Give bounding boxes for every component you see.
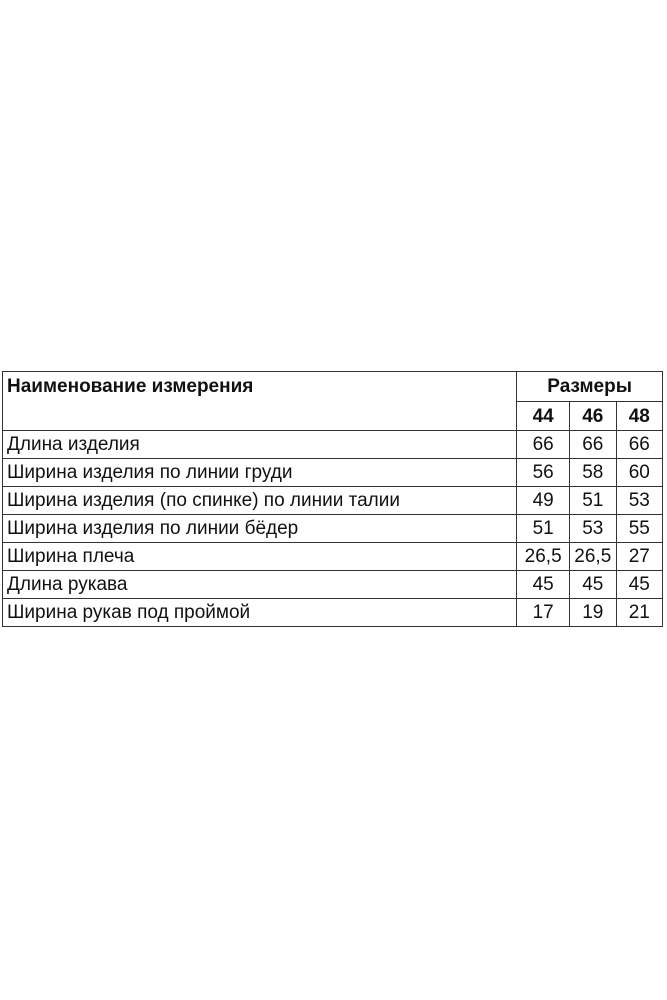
row-value: 66 bbox=[570, 431, 616, 459]
table-row bbox=[3, 487, 663, 515]
row-label: Ширина рукав под проймой bbox=[3, 599, 517, 627]
table-row bbox=[3, 431, 663, 459]
row-value: 27 bbox=[616, 543, 662, 571]
table-row bbox=[3, 599, 663, 627]
row-value: 19 bbox=[570, 599, 616, 627]
row-label: Длина рукава bbox=[3, 571, 517, 599]
row-value: 51 bbox=[570, 487, 616, 515]
table-row bbox=[3, 543, 663, 571]
table-header-row bbox=[3, 372, 663, 402]
row-label: Ширина изделия по линии груди bbox=[3, 459, 517, 487]
row-label: Ширина плеча bbox=[3, 543, 517, 571]
row-value: 49 bbox=[517, 487, 570, 515]
row-value: 53 bbox=[616, 487, 662, 515]
row-value: 66 bbox=[517, 431, 570, 459]
sizes-subheader-row bbox=[3, 402, 663, 431]
row-value: 45 bbox=[517, 571, 570, 599]
row-value: 55 bbox=[616, 515, 662, 543]
row-label: Ширина изделия (по спинке) по линии талии bbox=[3, 487, 517, 515]
row-value: 26,5 bbox=[517, 543, 570, 571]
row-value: 45 bbox=[570, 571, 616, 599]
row-value: 17 bbox=[517, 599, 570, 627]
sizes-header: Размеры bbox=[517, 372, 663, 402]
row-value: 66 bbox=[616, 431, 662, 459]
row-value: 53 bbox=[570, 515, 616, 543]
size-46-header: 46 bbox=[570, 402, 616, 431]
row-value: 56 bbox=[517, 459, 570, 487]
table-row bbox=[3, 515, 663, 543]
row-value: 60 bbox=[616, 459, 662, 487]
size-44-header: 44 bbox=[517, 402, 570, 431]
measurement-header-spacer bbox=[3, 402, 517, 431]
table-row bbox=[3, 571, 663, 599]
row-label: Длина изделия bbox=[3, 431, 517, 459]
measurement-header: Наименование измерения bbox=[3, 372, 517, 402]
size-chart-table bbox=[2, 371, 663, 627]
size-48-header: 48 bbox=[616, 402, 662, 431]
row-value: 51 bbox=[517, 515, 570, 543]
row-value: 45 bbox=[616, 571, 662, 599]
row-label: Ширина изделия по линии бёдер bbox=[3, 515, 517, 543]
row-value: 58 bbox=[570, 459, 616, 487]
row-value: 21 bbox=[616, 599, 662, 627]
table-row bbox=[3, 459, 663, 487]
row-value: 26,5 bbox=[570, 543, 616, 571]
